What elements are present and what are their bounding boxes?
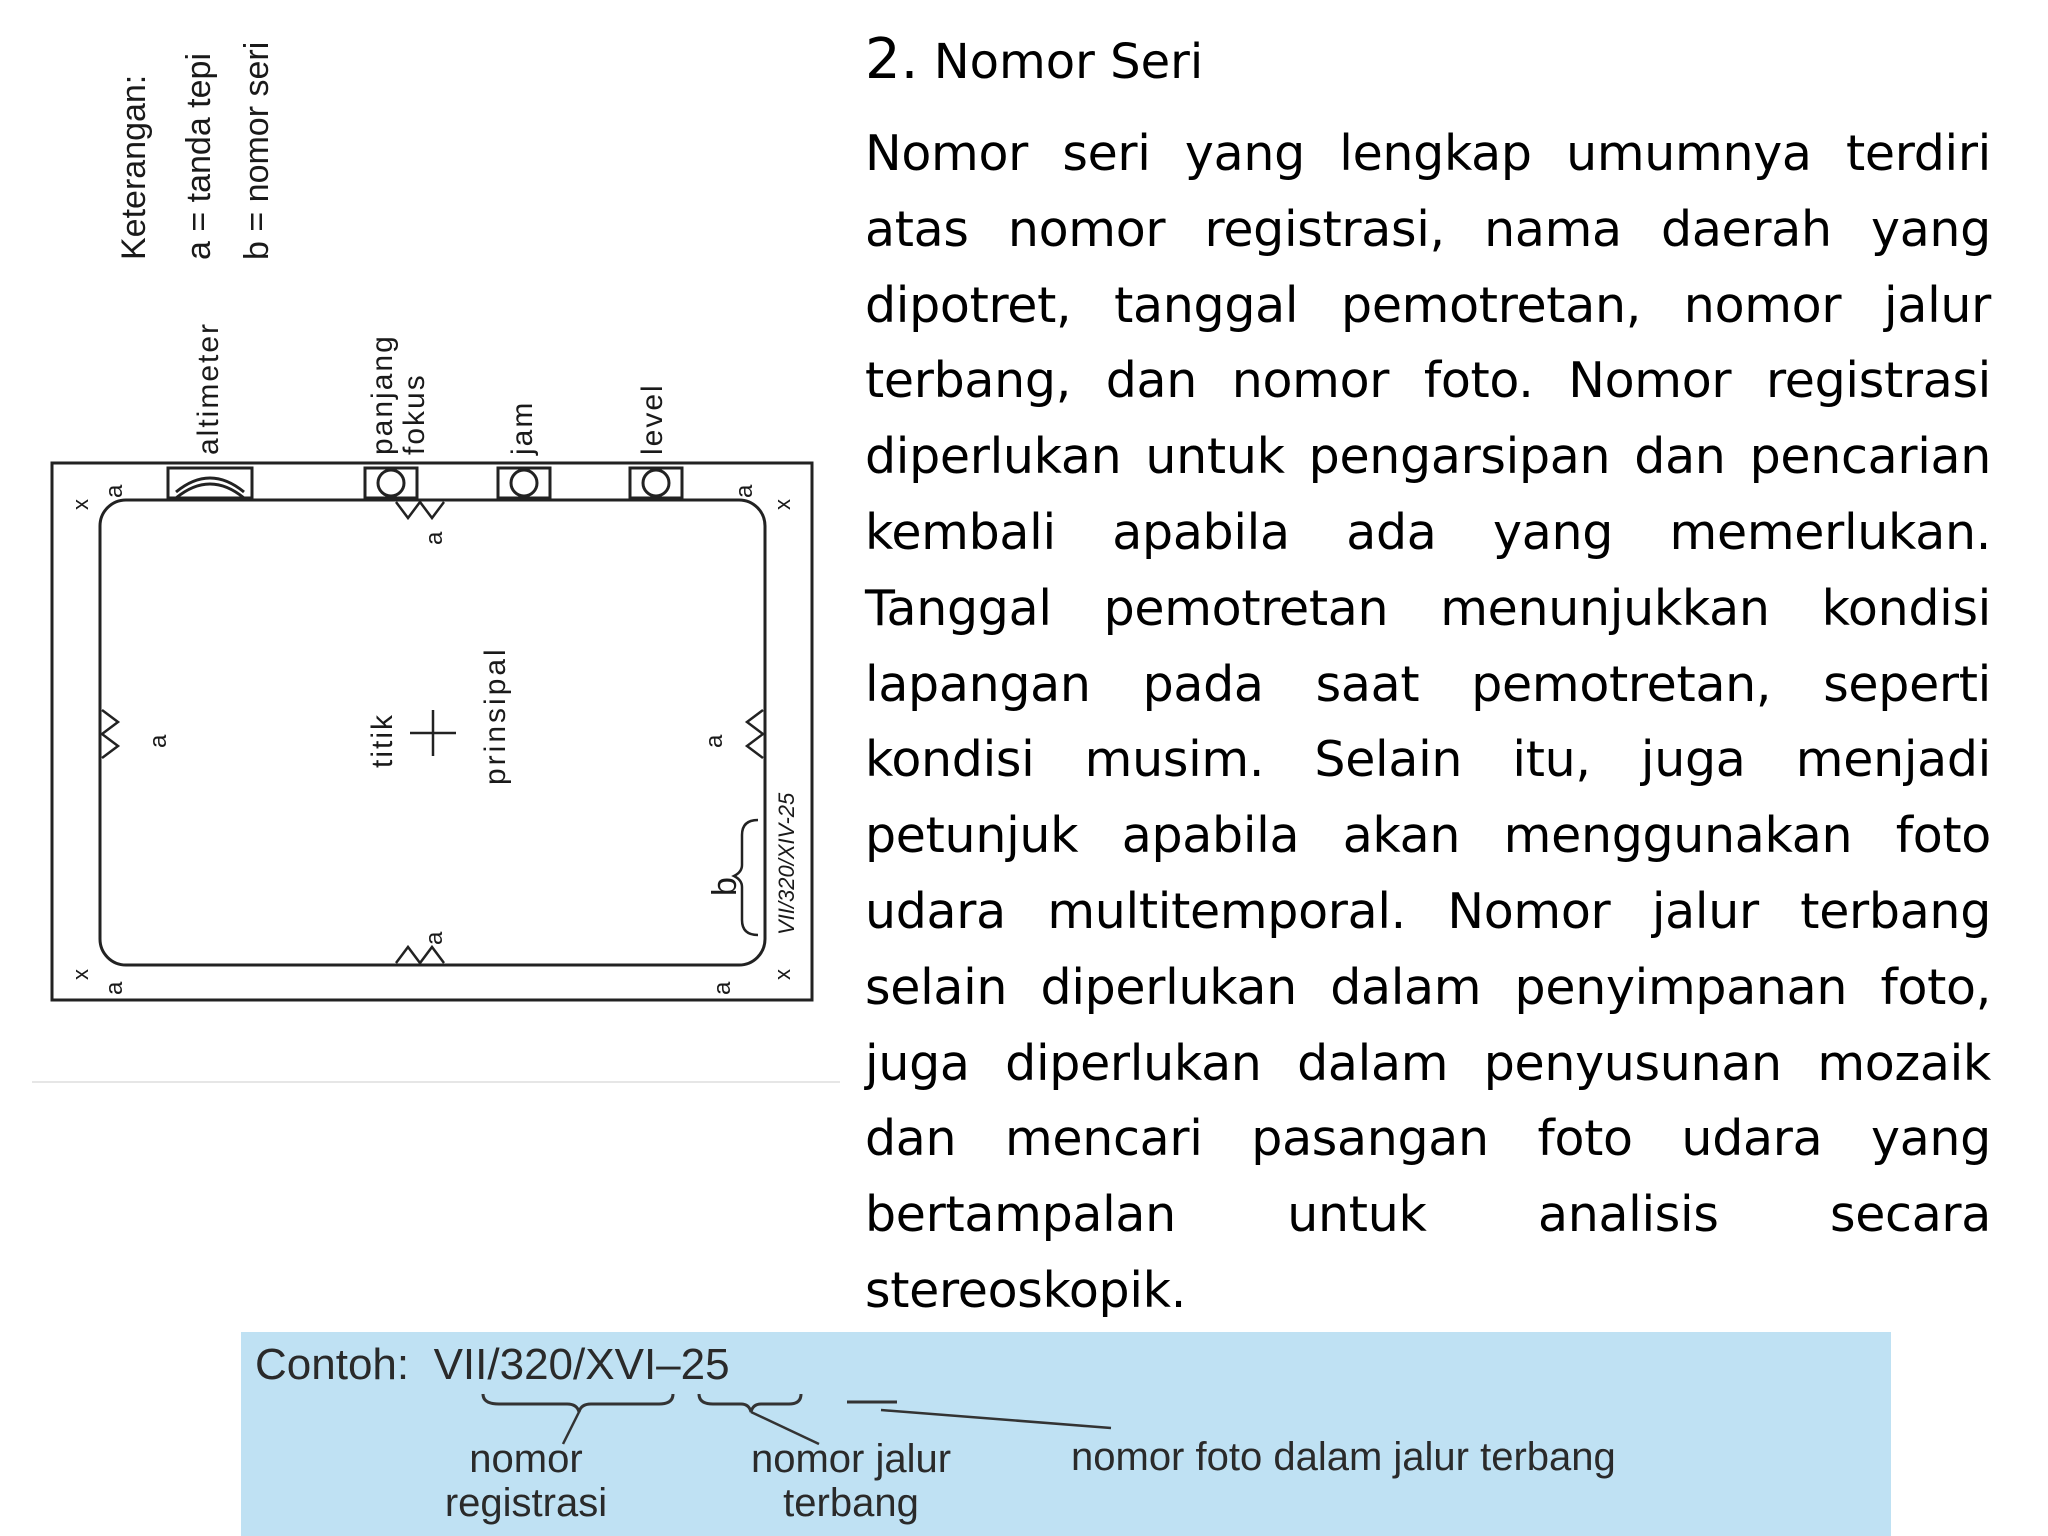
serial-number: VII/320/XIV-25 bbox=[774, 792, 799, 935]
mark-a-left: a bbox=[145, 734, 172, 748]
code-registrasi: VII bbox=[433, 1340, 488, 1389]
pointer-foto bbox=[881, 1410, 1111, 1428]
corner-x-top-left: x bbox=[68, 499, 93, 510]
heading-title: Nomor Seri bbox=[933, 34, 1204, 90]
example-box bbox=[241, 1332, 1891, 1536]
corner-x-bottom-right: x bbox=[770, 969, 795, 980]
fiducial-top bbox=[396, 502, 444, 518]
label-altimeter: altimeter bbox=[192, 321, 225, 455]
legend-b: b = nomor seri bbox=[238, 41, 276, 260]
mark-a-bottom-right: a bbox=[709, 981, 736, 995]
mark-a-bottom-mid: a bbox=[421, 931, 448, 945]
legend-title: Keterangan: bbox=[115, 74, 153, 260]
label-nomor-foto: nomor foto dalam jalur terbang bbox=[1071, 1435, 1616, 1479]
code-sep-3: – bbox=[656, 1340, 681, 1389]
label-fokus: fokus bbox=[398, 373, 431, 455]
fiducial-bottom bbox=[396, 947, 444, 963]
label-nomor-registrasi bbox=[391, 1437, 661, 1525]
brace-jalur bbox=[699, 1394, 801, 1412]
heading-number: 2. bbox=[865, 27, 919, 92]
mark-a-bottom-left: a bbox=[101, 981, 128, 995]
label-titik: titik bbox=[366, 713, 399, 768]
fiducial-left bbox=[102, 710, 118, 758]
clock-icon bbox=[511, 470, 537, 496]
fiducial-right bbox=[747, 710, 763, 758]
code-number: 320 bbox=[499, 1340, 574, 1389]
mark-a-right: a bbox=[701, 734, 728, 748]
corner-x-top-right: x bbox=[770, 499, 795, 510]
lens-icon bbox=[378, 470, 404, 496]
body-paragraph: Nomor seri yang lengkap umumnya terdiri atas nomor registrasi, nama daerah yang dipotret, tanggal pemotretan, nomor jalur terbang, dan nomor foto. Nomor registrasi diperlukan untuk pengarsipan dan pencarian kembali apabila ada yang memerlukan. Tanggal pemotretan menunjukkan kondisi lapangan pada saat pemotretan, seperti kondisi musim. Selain itu, juga menjadi petunjuk apabila akan menggunakan foto udara multitemporal. Nomor jalur terbang selain diperlukan dalam penyimpanan foto, juga diperlukan dalam penyusunan mozaik dan mencari pasangan foto udara yang bertampalan untuk analisis secara stereoskopik. bbox=[865, 125, 1991, 1319]
example-prefix: Contoh: bbox=[255, 1340, 410, 1389]
corner-x-bottom-left: x bbox=[68, 969, 93, 980]
label-reg-line-2: registrasi bbox=[444, 1481, 608, 1525]
level-icon bbox=[643, 470, 669, 496]
code-jalur: XVI bbox=[585, 1340, 657, 1389]
label-jam: jam bbox=[506, 400, 539, 455]
label-level: level bbox=[636, 383, 669, 455]
code-sep-2: / bbox=[573, 1340, 586, 1389]
mark-a-top-left: a bbox=[101, 484, 128, 498]
aerial-photo-frame-diagram bbox=[0, 0, 840, 1100]
code-sep-1: / bbox=[487, 1340, 500, 1389]
altimeter-icon bbox=[176, 478, 244, 498]
diagram-divider bbox=[32, 1081, 840, 1083]
label-panjang: panjang bbox=[366, 334, 399, 455]
code-foto: 25 bbox=[680, 1340, 730, 1389]
example-code bbox=[255, 1340, 730, 1390]
mark-a-top-mid: a bbox=[421, 531, 448, 545]
label-jalur-line-2: terbang bbox=[783, 1481, 919, 1525]
label-prinsipal: prinsipal bbox=[479, 646, 512, 785]
label-jalur-line-1: nomor jalur bbox=[750, 1437, 952, 1481]
section-heading bbox=[865, 24, 1203, 98]
legend-a: a = tanda tepi bbox=[180, 52, 218, 260]
mark-a-top-right: a bbox=[731, 484, 758, 498]
label-reg-line-1: nomor bbox=[469, 1437, 583, 1481]
mark-b: b bbox=[706, 877, 744, 896]
label-nomor-jalur bbox=[701, 1437, 1001, 1525]
brace-registrasi bbox=[483, 1394, 673, 1412]
